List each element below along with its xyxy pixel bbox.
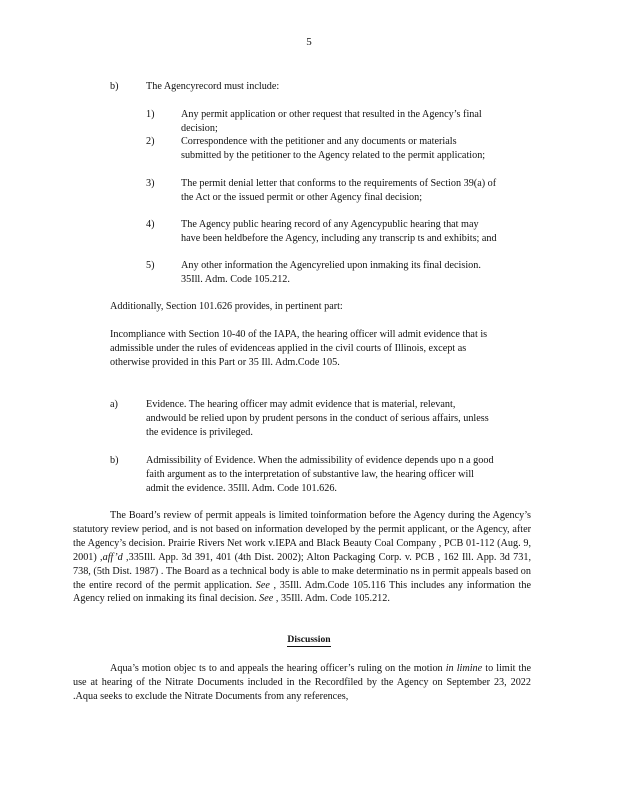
list-item: Any permit application or other request that resulted in the Agency’s final decision; [181,109,482,134]
board-text-4: , 35Ill. Adm. Code 105.212. [273,593,390,605]
list-item-number: 4) [146,219,155,230]
list-item-number: 1) [146,109,155,120]
quote-item: Evidence. The hearing officer may admit evidence that is material, relevant, andwould be relied upon by prudent persons in the conduct of serious affairs, unless the evidence is privileged. [146,399,489,438]
list-item: Any other information the Agencyrelied upon inmaking its final decision. 35Ill. Adm. Code 105.212. [181,260,481,285]
list-item: The permit denial letter that conforms to the requirements of Section 39(a) of the Act or the issued permit or other Agency final decision; [181,178,497,203]
list-item-number: 3) [146,178,155,189]
aqua-text-2: to limit the use at hearing of the Nitrate Documents included in the Recordfiled by the Agency on September 23, 2022 .Aqua seeks to exclude the Nitrate Documents from any references, [73,663,531,702]
board-text-2: ,335Ill. App. 3d 391, 401 (4th Dist. 2002); Alton Packaging Corp. v. PCB , 162 Ill. App. 3d 731, 738, (5th Dist. 1987) . The Board as a technical body is able to make determinatio ns in permit appeals based on the entire record of the permit application. [73,551,531,591]
aqua-text-1: Aqua’s motion objec ts to and appeals the hearing officer’s ruling on the motion [110,663,446,674]
list-item: The Agency public hearing record of any Agencypublic hearing that may have been heldbefore the Agency, including any transcrip ts and exhibits; and [181,219,497,244]
quote-item-marker: b) [110,455,119,466]
aqua-motion-paragraph [73,662,531,704]
list-item: Correspondence with the petitioner and any documents or materials submitted by the petitioner to the Agency related to the permit application; [181,136,486,161]
list-item-number: 2) [146,136,155,147]
in-limine-term: in limine [445,663,483,674]
discussion-heading-text: Discussion [287,634,331,645]
section-b-marker: b) [110,81,119,92]
board-text-1: The Board’s review of permit appeals is limited toinformation before the Agency during the Agency’s statutory review period, and is not based on information developed by the permit applicant, or the Agency, after the Agency’s decision. Prairie Rivers Net work v.IEPA and Black Beauty Coal Company , PCB 01-112 (Aug. 9, 2001) , [73,510,531,563]
page-number: 5 [306,36,312,48]
quoted-rule-paragraph: Incompliance with Section 10-40 of the IAPA, the hearing officer will admit evidence that is admissible under the rules of evidenceas applied in the civil courts of Illinois, except as otherwise provided in this Part or 35 Ill. Adm.Code 105. [110,329,488,368]
additionally-paragraph: Additionally, Section 101.626 provides, in pertinent part: [110,301,343,312]
affd-citation: aff’d [102,551,123,563]
quote-item: Admissibility of Evidence. When the admissibility of evidence depends upo n a good faith argument as to the interpretation of substantive law, the hearing officer will admit the evidence. 35Ill. Adm. Code 101.626. [146,455,494,494]
list-item-number: 5) [146,260,155,271]
quote-item-marker: a) [110,399,118,410]
board-text-3: , 35Ill. Adm.Code 105.116 This includes any information the Agency relied on inmaking its final decision. [73,579,531,605]
see-signal: See [255,579,270,591]
board-review-paragraph [73,509,531,606]
discussion-heading [0,634,618,645]
section-b-intro: The Agencyrecord must include: [146,81,280,92]
see-signal: See [259,593,274,605]
